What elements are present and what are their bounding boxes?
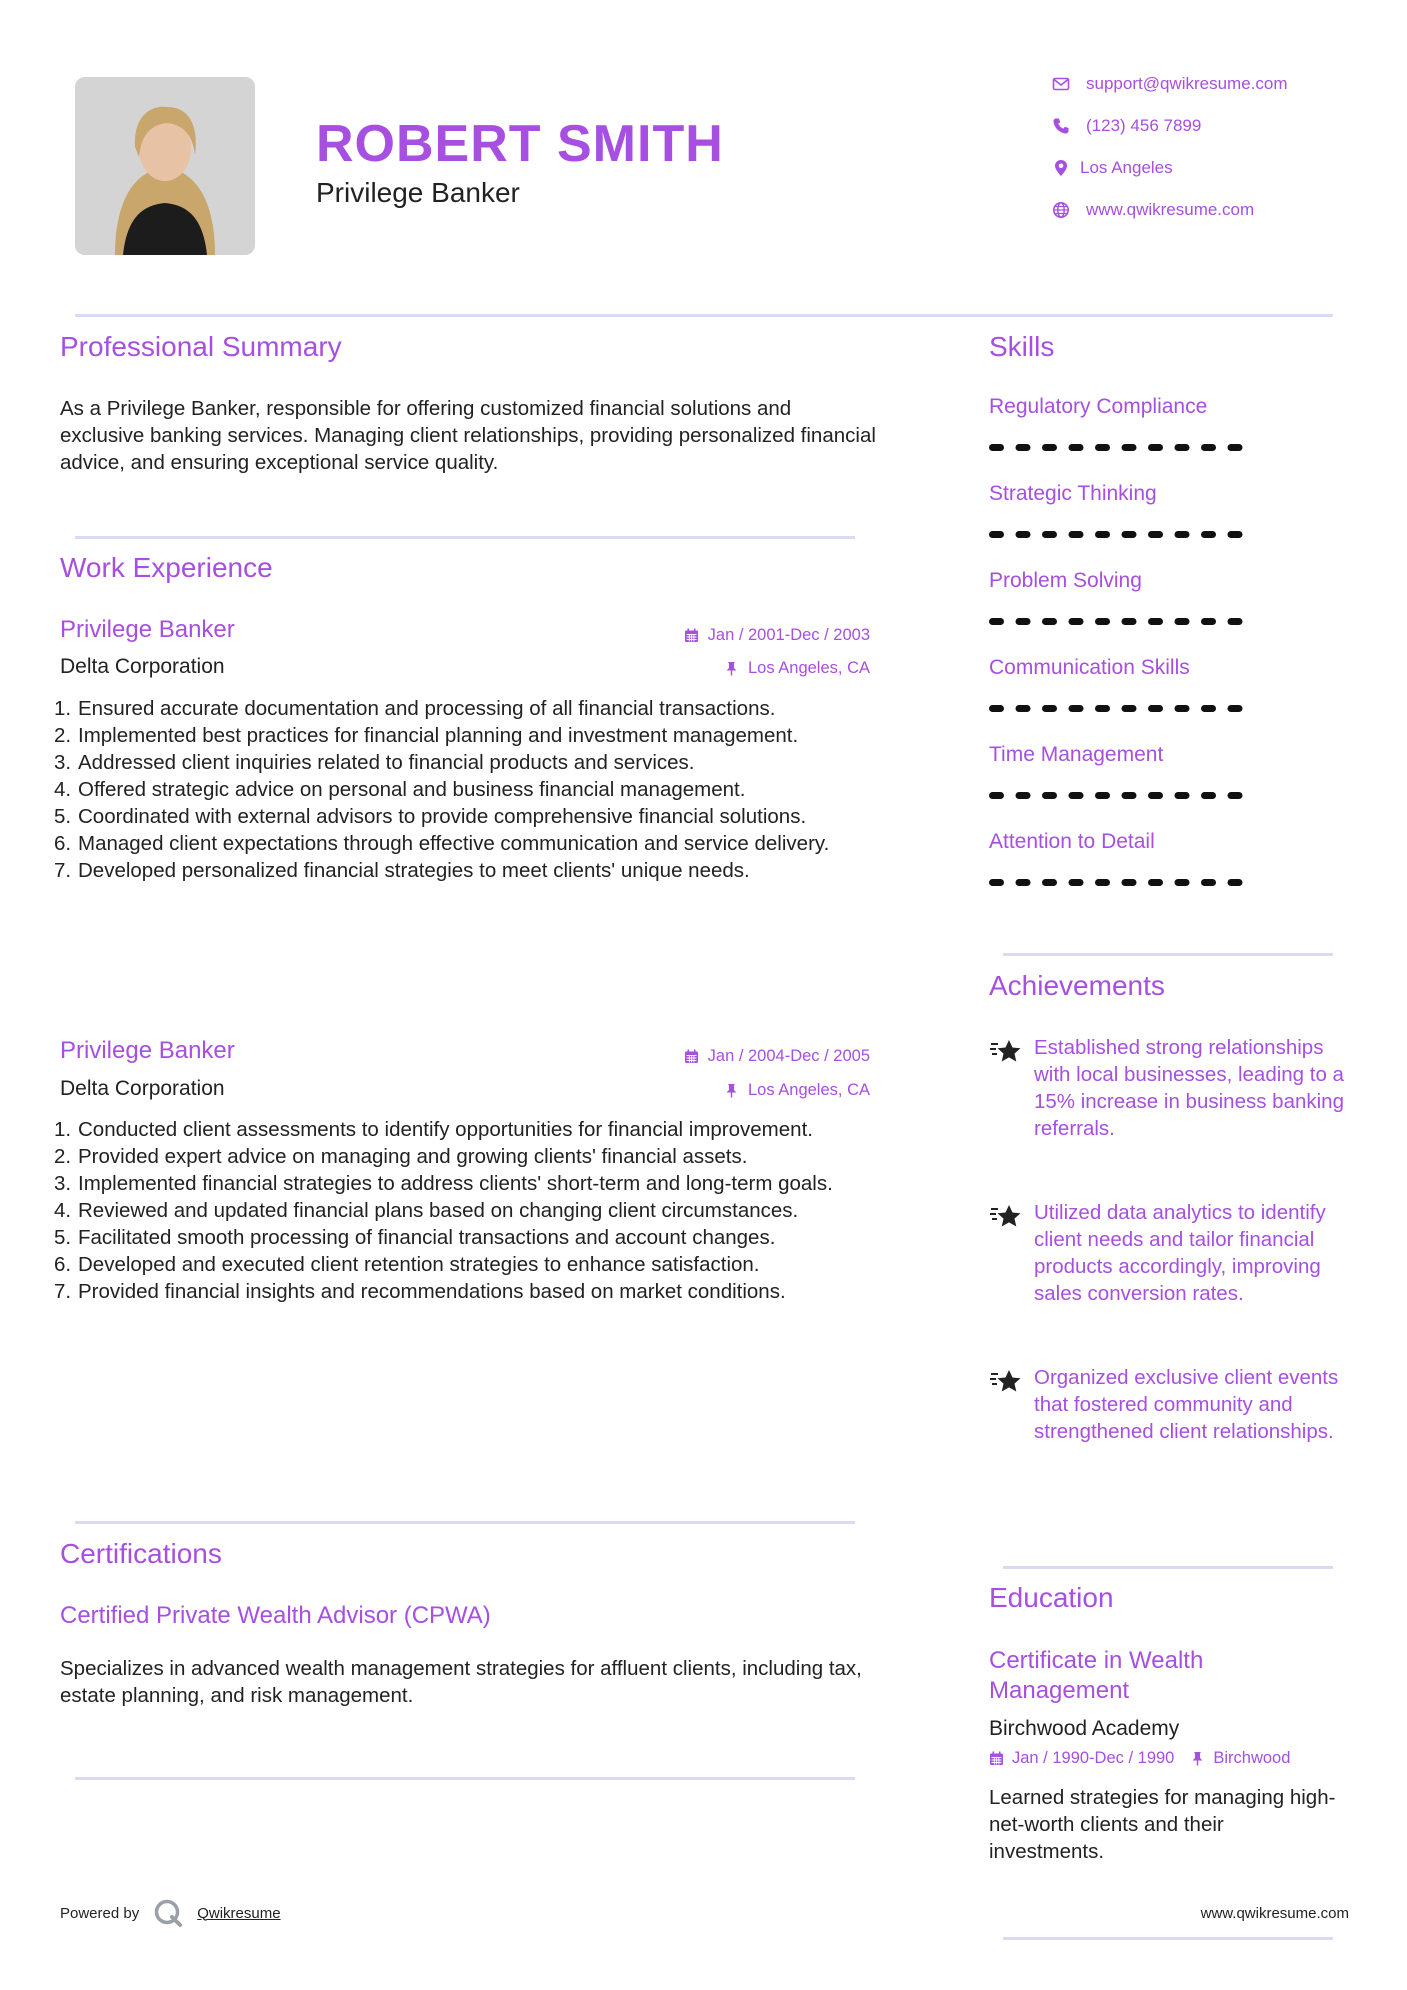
skill-dot xyxy=(1201,444,1216,451)
skill-rating xyxy=(989,879,1249,887)
skill-dot xyxy=(1122,444,1137,451)
skill-dot xyxy=(1148,792,1163,799)
job-1-location-text: Los Angeles, CA xyxy=(748,659,870,677)
achievement-text: Utilized data analytics to identify client needs and tailor financial products accordingly, improving sales conversion rates. xyxy=(1034,1201,1326,1305)
contact-location-text: Los Angeles xyxy=(1080,158,1173,177)
pin-icon xyxy=(724,661,739,676)
skill-dot xyxy=(989,792,1004,799)
skill-dot xyxy=(1016,705,1031,712)
work-divider xyxy=(75,1521,855,1524)
job-2-company: Delta Corporation xyxy=(60,1077,225,1100)
skill-rating xyxy=(989,444,1249,452)
skill-dot xyxy=(1095,792,1110,799)
skill-dot xyxy=(1175,792,1190,799)
skill-dot xyxy=(1042,879,1057,886)
certification-name: Certified Private Wealth Advisor (CPWA) xyxy=(60,1602,491,1629)
list-item: Implemented financial strategies to address clients' short-term and long-term goals. xyxy=(78,1172,833,1195)
skills-divider xyxy=(1003,953,1333,956)
certification-description: Specializes in advanced wealth management strategies for affluent clients, including tax, estate planning, and risk management. xyxy=(60,1657,862,1707)
skill-dot xyxy=(989,879,1004,886)
skill-rating xyxy=(989,705,1249,713)
list-item: Facilitated smooth processing of financial transactions and account changes. xyxy=(78,1226,776,1249)
star-icon xyxy=(989,1203,1023,1231)
skill-dot xyxy=(1148,531,1163,538)
skill-dot xyxy=(1148,444,1163,451)
certifications-divider xyxy=(75,1777,855,1780)
skill-dot xyxy=(1175,531,1190,538)
skill-dot xyxy=(1069,792,1084,799)
skill-label: Communication Skills xyxy=(989,656,1190,679)
skill-dot xyxy=(1148,705,1163,712)
skill-dot xyxy=(1175,444,1190,451)
contact-phone[interactable] xyxy=(1052,111,1201,141)
qwikresume-logo-icon xyxy=(153,1898,183,1928)
skill-dot xyxy=(1016,531,1031,538)
skill-dot xyxy=(1016,444,1031,451)
skill-dot xyxy=(1201,705,1216,712)
candidate-name: ROBERT SMITH xyxy=(316,115,724,173)
profile-photo-image xyxy=(75,77,255,255)
education-location: Birchwood xyxy=(1213,1749,1291,1767)
skill-dot xyxy=(1228,879,1243,886)
skill-dot xyxy=(1122,792,1137,799)
list-item: Provided expert advice on managing and growing clients' financial assets. xyxy=(78,1145,748,1168)
skill-dot xyxy=(1122,705,1137,712)
skill-dot xyxy=(1069,618,1084,625)
phone-icon xyxy=(1052,117,1070,135)
education-description: Learned strategies for managing high-net-worth clients and their investments. xyxy=(989,1786,1336,1863)
skill-label: Time Management xyxy=(989,743,1164,766)
profile-photo xyxy=(75,77,255,255)
skill-label: Problem Solving xyxy=(989,569,1142,592)
skill-dot xyxy=(989,705,1004,712)
skill-dot xyxy=(1175,705,1190,712)
skill-dot xyxy=(1228,618,1243,625)
skill-dot xyxy=(1228,531,1243,538)
summary-text: As a Privilege Banker, responsible for offering customized financial solutions and exclusive banking services. Managing client relationships, providing personalized financial advice, and ensuring exceptional service quality. xyxy=(60,397,876,474)
globe-icon xyxy=(1052,201,1070,219)
footer-divider xyxy=(1003,1937,1333,1940)
list-item: Addressed client inquiries related to financial products and services. xyxy=(78,751,695,774)
skill-dot xyxy=(1069,444,1084,451)
skill-dot xyxy=(1095,531,1110,538)
skill-dot xyxy=(1228,792,1243,799)
job-2-location xyxy=(724,1081,870,1100)
contact-website-text: www.qwikresume.com xyxy=(1086,200,1255,219)
contact-email-text: support@qwikresume.com xyxy=(1086,74,1288,93)
summary-heading: Professional Summary xyxy=(60,331,342,362)
education-heading: Education xyxy=(989,1582,1114,1613)
skill-label: Regulatory Compliance xyxy=(989,395,1208,418)
job-1-bullets xyxy=(48,695,878,884)
skill-dot xyxy=(1016,618,1031,625)
job-2-dates-text: Jan / 2004-Dec / 2005 xyxy=(707,1047,870,1065)
skill-dot xyxy=(1016,879,1031,886)
pin-icon xyxy=(1190,1751,1205,1766)
job-2-bullets xyxy=(48,1116,878,1305)
contact-phone-text: (123) 456 7899 xyxy=(1086,116,1202,135)
footer-powered xyxy=(60,1898,281,1928)
skill-dot xyxy=(1148,879,1163,886)
contact-website[interactable] xyxy=(1052,195,1254,225)
list-item: Ensured accurate documentation and processing of all financial transactions. xyxy=(78,697,776,720)
job-2-title: Privilege Banker xyxy=(60,1037,235,1064)
list-item: Developed and executed client retention strategies to enhance satisfaction. xyxy=(78,1253,760,1276)
skill-rating xyxy=(989,792,1249,800)
skill-dot xyxy=(1122,531,1137,538)
map-pin-icon xyxy=(1052,159,1070,177)
skill-dot xyxy=(1069,705,1084,712)
star-icon xyxy=(989,1368,1023,1396)
job-1-dates-text: Jan / 2001-Dec / 2003 xyxy=(707,626,870,644)
job-1-location xyxy=(724,659,870,678)
skill-dot xyxy=(1122,879,1137,886)
skill-label: Strategic Thinking xyxy=(989,482,1157,505)
footer-website[interactable]: www.qwikresume.com xyxy=(1200,1905,1349,1922)
education-meta xyxy=(989,1749,1290,1768)
envelope-icon xyxy=(1052,75,1070,93)
header-divider xyxy=(75,314,1333,317)
calendar-icon xyxy=(989,1751,1004,1766)
powered-by-label: Powered by xyxy=(60,1904,140,1922)
contact-location[interactable] xyxy=(1052,153,1173,183)
skill-dot xyxy=(1228,444,1243,451)
skill-dot xyxy=(1201,792,1216,799)
skill-rating xyxy=(989,618,1249,626)
list-item: Coordinated with external advisors to provide comprehensive financial solutions. xyxy=(78,805,807,828)
skill-dot xyxy=(1122,618,1137,625)
achievements-heading: Achievements xyxy=(989,970,1165,1001)
list-item: Reviewed and updated financial plans based on changing client circumstances. xyxy=(78,1199,799,1222)
list-item: Implemented best practices for financial planning and investment management. xyxy=(78,724,799,747)
job-2-dates xyxy=(684,1047,870,1066)
skill-dot xyxy=(1148,618,1163,625)
qwikresume-link[interactable]: Qwikresume xyxy=(197,1904,281,1922)
skill-dot xyxy=(1042,618,1057,625)
skill-dot xyxy=(1228,705,1243,712)
education-degree: Certificate in Wealth Management xyxy=(989,1647,1204,1704)
skill-rating xyxy=(989,531,1249,539)
list-item: Developed personalized financial strategies to meet clients' unique needs. xyxy=(78,859,750,882)
skill-dot xyxy=(1095,618,1110,625)
education-school: Birchwood Academy xyxy=(989,1717,1180,1740)
skill-dot xyxy=(1095,705,1110,712)
list-item: Offered strategic advice on personal and business financial management. xyxy=(78,778,746,801)
achievement-text: Established strong relationships with local businesses, leading to a 15% increase in business banking referrals. xyxy=(1034,1036,1344,1140)
calendar-icon xyxy=(684,628,699,643)
achievement-text: Organized exclusive client events that fostered community and strengthened client relationships. xyxy=(1034,1366,1339,1443)
skills-heading: Skills xyxy=(989,331,1055,362)
star-icon xyxy=(989,1038,1023,1066)
skill-dot xyxy=(1069,879,1084,886)
summary-divider xyxy=(75,536,855,539)
job-1-dates xyxy=(684,626,870,645)
skill-dot xyxy=(1042,444,1057,451)
pin-icon xyxy=(724,1083,739,1098)
skill-dot xyxy=(1175,618,1190,625)
skill-dot xyxy=(1095,879,1110,886)
list-item: Conducted client assessments to identify opportunities for financial improvement. xyxy=(78,1118,813,1141)
skill-dot xyxy=(1201,531,1216,538)
candidate-title: Privilege Banker xyxy=(316,177,520,208)
list-item: Provided financial insights and recommendations based on market conditions. xyxy=(78,1280,786,1303)
skill-dot xyxy=(1201,879,1216,886)
list-item: Managed client expectations through effective communication and service delivery. xyxy=(78,832,830,855)
skill-dot xyxy=(989,618,1004,625)
skill-dot xyxy=(1042,705,1057,712)
skill-dot xyxy=(1042,792,1057,799)
calendar-icon xyxy=(684,1049,699,1064)
work-heading: Work Experience xyxy=(60,552,273,583)
skill-dot xyxy=(1095,444,1110,451)
certifications-heading: Certifications xyxy=(60,1538,222,1569)
skill-dot xyxy=(989,531,1004,538)
job-1-title: Privilege Banker xyxy=(60,616,235,643)
contact-email[interactable] xyxy=(1052,69,1288,99)
skill-dot xyxy=(1175,879,1190,886)
skill-dot xyxy=(1016,792,1031,799)
skill-dot xyxy=(989,444,1004,451)
skill-label: Attention to Detail xyxy=(989,830,1155,853)
education-dates: Jan / 1990-Dec / 1990 xyxy=(1012,1749,1175,1767)
job-1-company: Delta Corporation xyxy=(60,655,225,678)
skill-dot xyxy=(1042,531,1057,538)
skill-dot xyxy=(1201,618,1216,625)
job-2-location-text: Los Angeles, CA xyxy=(748,1081,870,1099)
skill-dot xyxy=(1069,531,1084,538)
achievements-divider xyxy=(1003,1566,1333,1569)
